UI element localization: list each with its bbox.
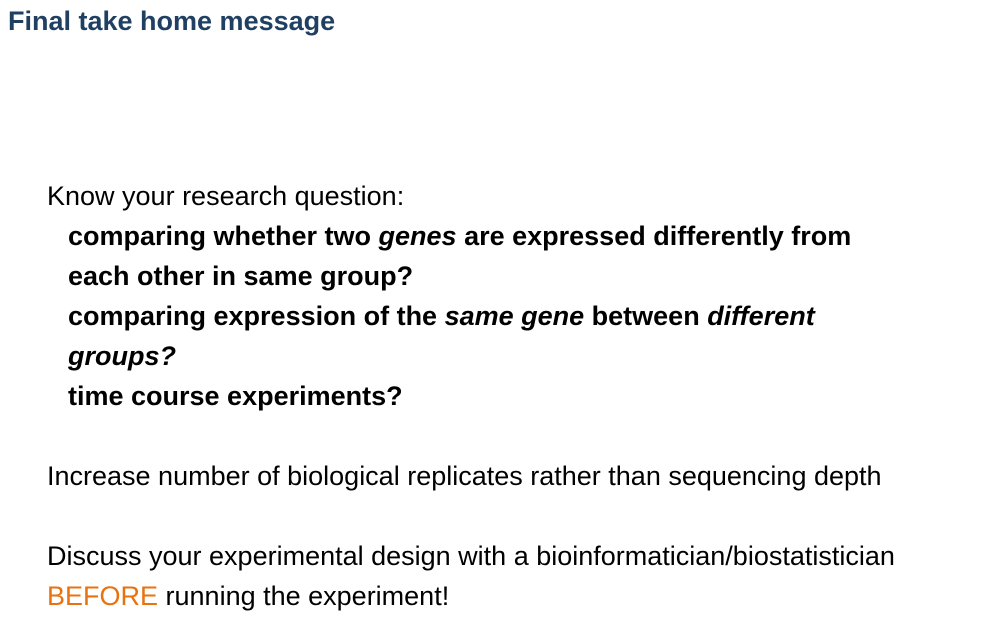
before-highlight: BEFORE: [47, 581, 159, 611]
spacer: [47, 496, 987, 536]
design-message-line-2: [47, 576, 987, 616]
research-heading: Know your research question:: [47, 181, 405, 211]
question-groups-emphasis-same-gene: same gene: [444, 301, 585, 331]
question-genes-line-2: each other in same group?: [68, 261, 414, 291]
question-groups-text-a: comparing expression of the: [68, 301, 445, 331]
slide-title: Final take home message: [8, 6, 336, 36]
question-groups-text-b: between: [584, 301, 708, 331]
question-genes-line-1: [47, 216, 987, 256]
question-genes-emphasis: genes: [378, 221, 457, 251]
design-message-rest: running the experiment!: [158, 581, 450, 611]
design-message-line-1: Discuss your experimental design with a bioinformatician/biostatistician: [47, 541, 895, 571]
question-groups-emphasis-groups: groups?: [68, 341, 176, 371]
question-genes-text-b: are expressed differently from: [456, 221, 852, 251]
question-groups-line-1: [47, 296, 987, 336]
question-groups-line-2: [47, 336, 987, 376]
replicates-message: Increase number of biological replicates rather than sequencing depth: [47, 461, 882, 491]
slide-content: [47, 176, 987, 616]
question-time-course: time course experiments?: [68, 381, 403, 411]
question-groups-emphasis-different: different: [707, 301, 815, 331]
question-genes-text-a: comparing whether two: [68, 221, 379, 251]
spacer: [47, 416, 987, 456]
